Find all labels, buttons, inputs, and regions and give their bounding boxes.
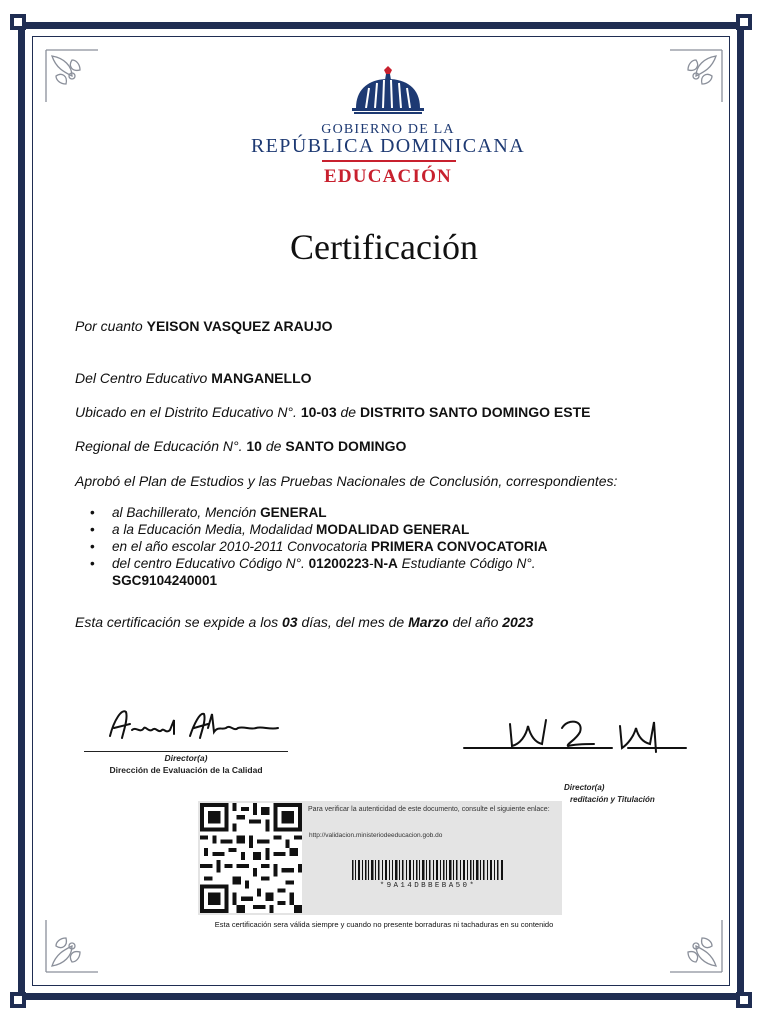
regional-number: 10 <box>246 438 262 454</box>
verification-link[interactable]: http://validacion.ministeriodeeducacion.gob.do <box>309 832 443 839</box>
right-signer-department: reditación y Titulación <box>570 795 655 804</box>
left-signer-department: Dirección de Evaluación de la Calidad <box>109 765 263 775</box>
center-line <box>75 370 312 386</box>
student-line <box>75 318 333 334</box>
center-prefix: Del Centro Educativo <box>75 370 208 386</box>
district-name: DISTRITO SANTO DOMINGO ESTE <box>359 404 591 420</box>
issued-part-3: del año <box>452 614 499 630</box>
left-signature-line <box>84 751 288 752</box>
student-code: SGC9104240001 <box>112 573 218 588</box>
validity-note: Esta certificación sera válida siempre y cuando no presente borraduras ni tachaduras en su contenido <box>214 920 554 929</box>
corner-square-bottom-left <box>10 992 26 1008</box>
center-code-suffix: N-A <box>373 556 398 571</box>
modalidad-value: MODALIDAD GENERAL <box>316 522 470 537</box>
approval-text: Aprobó el Plan de Estudios y las Pruebas Nacionales de Conclusión, correspondientes: <box>75 473 618 489</box>
bachillerato-value: GENERAL <box>260 505 327 520</box>
barcode-number: *9A14DBBEBA50* <box>379 882 477 890</box>
ornament-top-right-icon <box>666 46 726 106</box>
corner-square-bottom-right <box>736 992 752 1008</box>
red-divider <box>322 160 456 162</box>
center-code-prefix: del centro Educativo Código N°. <box>112 556 305 571</box>
corner-square-top-left <box>10 14 26 30</box>
list-item <box>84 504 644 521</box>
government-line-1: GOBIERNO DE LA <box>321 122 455 137</box>
right-signer-title: Director(a) <box>564 783 605 792</box>
code-separator: - <box>369 556 374 571</box>
district-connector: de <box>340 404 357 420</box>
list-item <box>84 521 644 538</box>
right-signature-icon <box>462 708 688 760</box>
issued-month: Marzo <box>408 614 449 630</box>
left-signer-title: Director(a) <box>164 753 208 763</box>
list-item <box>84 555 644 589</box>
issued-part-2: días, del mes de <box>301 614 405 630</box>
convocatoria-prefix: en el año escolar 2010-2011 Convocatoria <box>112 539 368 554</box>
issued-day: 03 <box>282 614 298 630</box>
details-list <box>84 504 644 589</box>
student-code-label: Estudiante Código N°. <box>401 556 536 571</box>
student-prefix: Por cuanto <box>75 318 143 334</box>
issued-part-1: Esta certificación se expide a los <box>75 614 279 630</box>
regional-prefix: Regional de Educación N°. <box>75 438 243 454</box>
ornament-top-left-icon <box>42 46 102 106</box>
left-signature-icon <box>104 700 284 750</box>
convocatoria-value: PRIMERA CONVOCATORIA <box>370 539 548 554</box>
district-prefix: Ubicado en el Distrito Educativo N°. <box>75 404 297 420</box>
modalidad-prefix: a la Educación Media, Modalidad <box>112 522 313 537</box>
government-line-2: REPÚBLICA DOMINICANA <box>250 135 526 157</box>
approval-line <box>75 473 617 489</box>
list-item <box>84 538 644 555</box>
verification-instructions: Para verificar la autenticidad de este documento, consulte el siguiente enlace: <box>308 806 550 813</box>
issued-year: 2023 <box>502 614 534 630</box>
qr-code-icon[interactable] <box>200 803 302 913</box>
regional-name: SANTO DOMINGO <box>285 438 407 454</box>
corner-square-top-right <box>736 14 752 30</box>
ministry-name: EDUCACIÓN <box>324 166 452 187</box>
certificate-title: Certificación <box>290 227 478 267</box>
center-code: 01200223 <box>308 556 370 571</box>
district-number: 10-03 <box>300 404 337 420</box>
district-line <box>75 404 591 420</box>
regional-connector: de <box>265 438 282 454</box>
regional-line <box>75 438 406 454</box>
student-name: YEISON VASQUEZ ARAUJO <box>146 318 333 334</box>
issued-line <box>75 614 533 630</box>
bachillerato-prefix: al Bachillerato, Mención <box>112 505 257 520</box>
center-name: MANGANELLO <box>211 370 312 386</box>
